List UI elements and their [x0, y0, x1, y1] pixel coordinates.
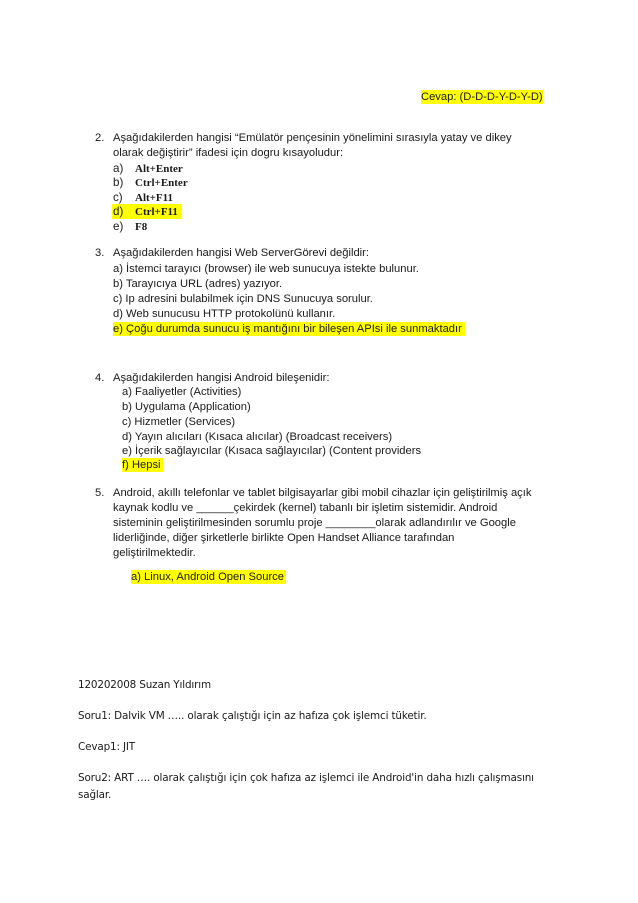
question-text: Android, akıllı telefonlar ve tablet bilgisayarlar gibi mobil cihazlar için geliştirilmiş açık: [113, 487, 532, 499]
question-text: sisteminin geliştirilmesinden sorumlu proje ________olarak adlandırılır ve Google: [113, 517, 516, 529]
question-number: 2.: [95, 132, 105, 144]
option-text: F8: [135, 221, 148, 233]
answer-text: a) Linux, Android Open Source: [131, 571, 284, 583]
option-letter: d): [113, 205, 124, 218]
question-number: 3.: [95, 247, 105, 259]
option-text: e) İçerik sağlayıcılar (Kısaca sağlayıcılar) (Content providers: [122, 445, 422, 457]
question-text: liderliğinde, diğer şirketlerle birlikte Open Handset Alliance tarafından: [113, 532, 455, 544]
option-text: c) Hizmetler (Services): [122, 416, 236, 428]
option-text: c) Ip adresini bulabilmek için DNS Sunucuya sorulur.: [113, 293, 373, 305]
question-text: Aşağıdakilerden hangisi Android bileşenidir:: [113, 372, 330, 384]
option-text: b) Tarayıcıya URL (adres) yazıyor.: [113, 278, 283, 290]
option-text: d) Web sunucusu HTTP protokolünü kullanır.: [113, 308, 336, 320]
question-number: 5.: [95, 487, 105, 499]
option-text: Alt+Enter: [135, 163, 183, 175]
student-name: 120202008 Suzan Yıldırım: [78, 679, 211, 691]
option-letter: e): [113, 220, 124, 233]
soru2-text: sağlar.: [78, 789, 112, 801]
option-letter: c): [113, 191, 123, 204]
option-letter: b): [113, 176, 124, 189]
option-text: d) Yayın alıcıları (Kısaca alıcılar) (Broadcast receivers): [122, 431, 393, 443]
question-text: geliştirilmektedir.: [113, 547, 196, 559]
option-text: f) Hepsi: [122, 459, 161, 471]
option-letter: a): [113, 162, 124, 175]
question-text: Aşağıdakilerden hangisi “Emülatör pençesinin yönelimini sırasıyla yatay ve dikey: [113, 132, 512, 144]
option-text: Ctrl+Enter: [135, 177, 188, 189]
question-text: olarak değiştirir” ifadesi için dogru kısayoludur:: [113, 147, 344, 159]
answer-key: Cevap: (D-D-D-Y-D-Y-D): [421, 91, 543, 103]
option-text: Alt+F11: [135, 192, 174, 204]
question-text: kaynak kodlu ve ______çekirdek (kernel) tabanlı bir işletim sistemidir. Android: [113, 502, 498, 514]
option-text: b) Uygulama (Application): [122, 401, 251, 413]
soru2-text: Soru2: ART …. olarak çalıştığı için çok hafıza az işlemci ile Android'in daha hızlı çalışmasını: [78, 772, 534, 784]
option-text: a) Faaliyetler (Activities): [122, 386, 242, 398]
cevap1-text: Cevap1: JIT: [78, 741, 136, 753]
option-text: e) Çoğu durumda sunucu iş mantığını bir bileşen APIsi ile sunmaktadır: [113, 322, 465, 336]
option-text: Ctrl+F11: [135, 206, 178, 218]
question-text: Aşağıdakilerden hangisi Web ServerGörevi değildir:: [113, 247, 369, 259]
option-text: a) İstemci tarayıcı (browser) ile web sunucuya istekte bulunur.: [113, 263, 419, 275]
soru1-text: Soru1: Dalvik VM ….. olarak çalıştığı için az hafıza çok işlemci tüketir.: [78, 710, 427, 722]
question-number: 4.: [95, 372, 105, 384]
